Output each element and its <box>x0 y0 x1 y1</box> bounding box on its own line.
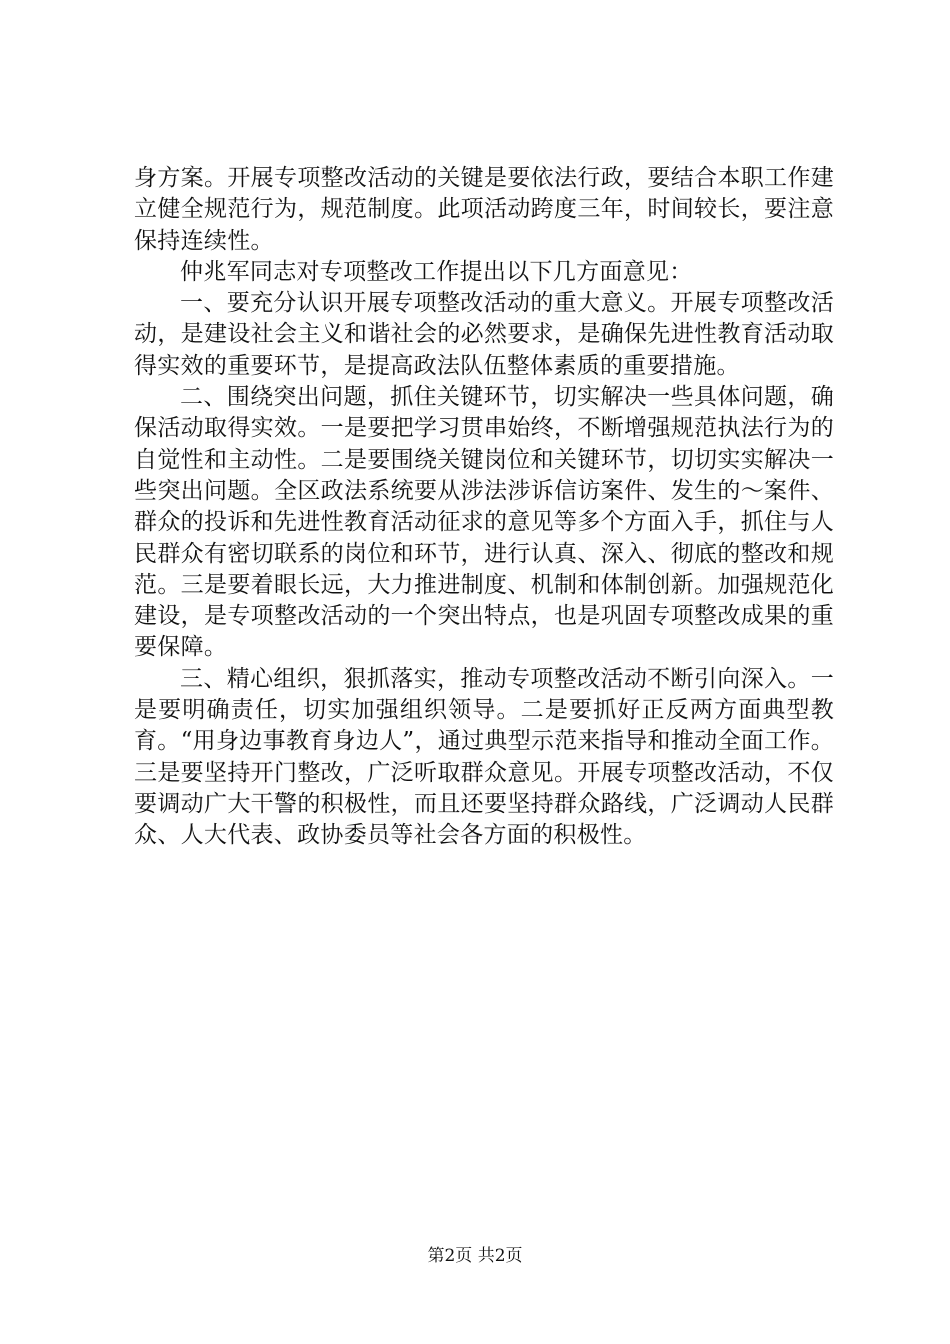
document-body <box>134 163 834 852</box>
paragraph-continuation: 身方案。开展专项整改活动的关键是要依法行政，要结合本职工作建立健全规范行为，规范制度。此项活动跨度三年，时间较长，要注意保持连续性。 <box>134 165 834 254</box>
page-footer <box>0 1244 950 1268</box>
paragraph-point-one: 一、要充分认识开展专项整改活动的重大意义。开展专项整改活动，是建设社会主义和谐社会的必然要求，是确保先进性教育活动取得实效的重要环节，是提高政法队伍整体素质的重要措施。 <box>134 290 834 379</box>
paragraph-point-three: 三、精心组织，狠抓落实，推动专项整改活动不断引向深入。一是要明确责任，切实加强组织领导。二是要抓好正反两方面典型教育。“用身边事教育身边人”，通过典型示范来指导和推动全面工作。三是要坚持开门整改，广泛听取群众意见。开展专项整改活动，不仅要调动广大干警的积极性，而且还要坚持群众路线，广泛调动人民群众、人大代表、政协委员等社会各方面的积极性。 <box>134 665 834 849</box>
paragraph-point-two: 二、围绕突出问题，抓住关键环节，切实解决一些具体问题，确保活动取得实效。一是要把学习贯串始终，不断增强规范执法行为的自觉性和主动性。二是要围绕关键岗位和关键环节，切切实实解决一些突出问题。全区政法系统要从涉法涉诉信访案件、发生的～案件、群众的投诉和先进性教育活动征求的意见等多个方面入手，抓住与人民群众有密切联系的岗位和环节，进行认真、深入、彻底的整改和规范。三是要着眼长远，大力推进制度、机制和体制创新。加强规范化建设，是专项整改活动的一个突出特点，也是巩固专项整改成果的重要保障。 <box>134 384 834 661</box>
paragraph-intro: 仲兆军同志对专项整改工作提出以下几方面意见： <box>180 258 693 285</box>
page-number: 第2页 共2页 <box>427 1246 523 1266</box>
